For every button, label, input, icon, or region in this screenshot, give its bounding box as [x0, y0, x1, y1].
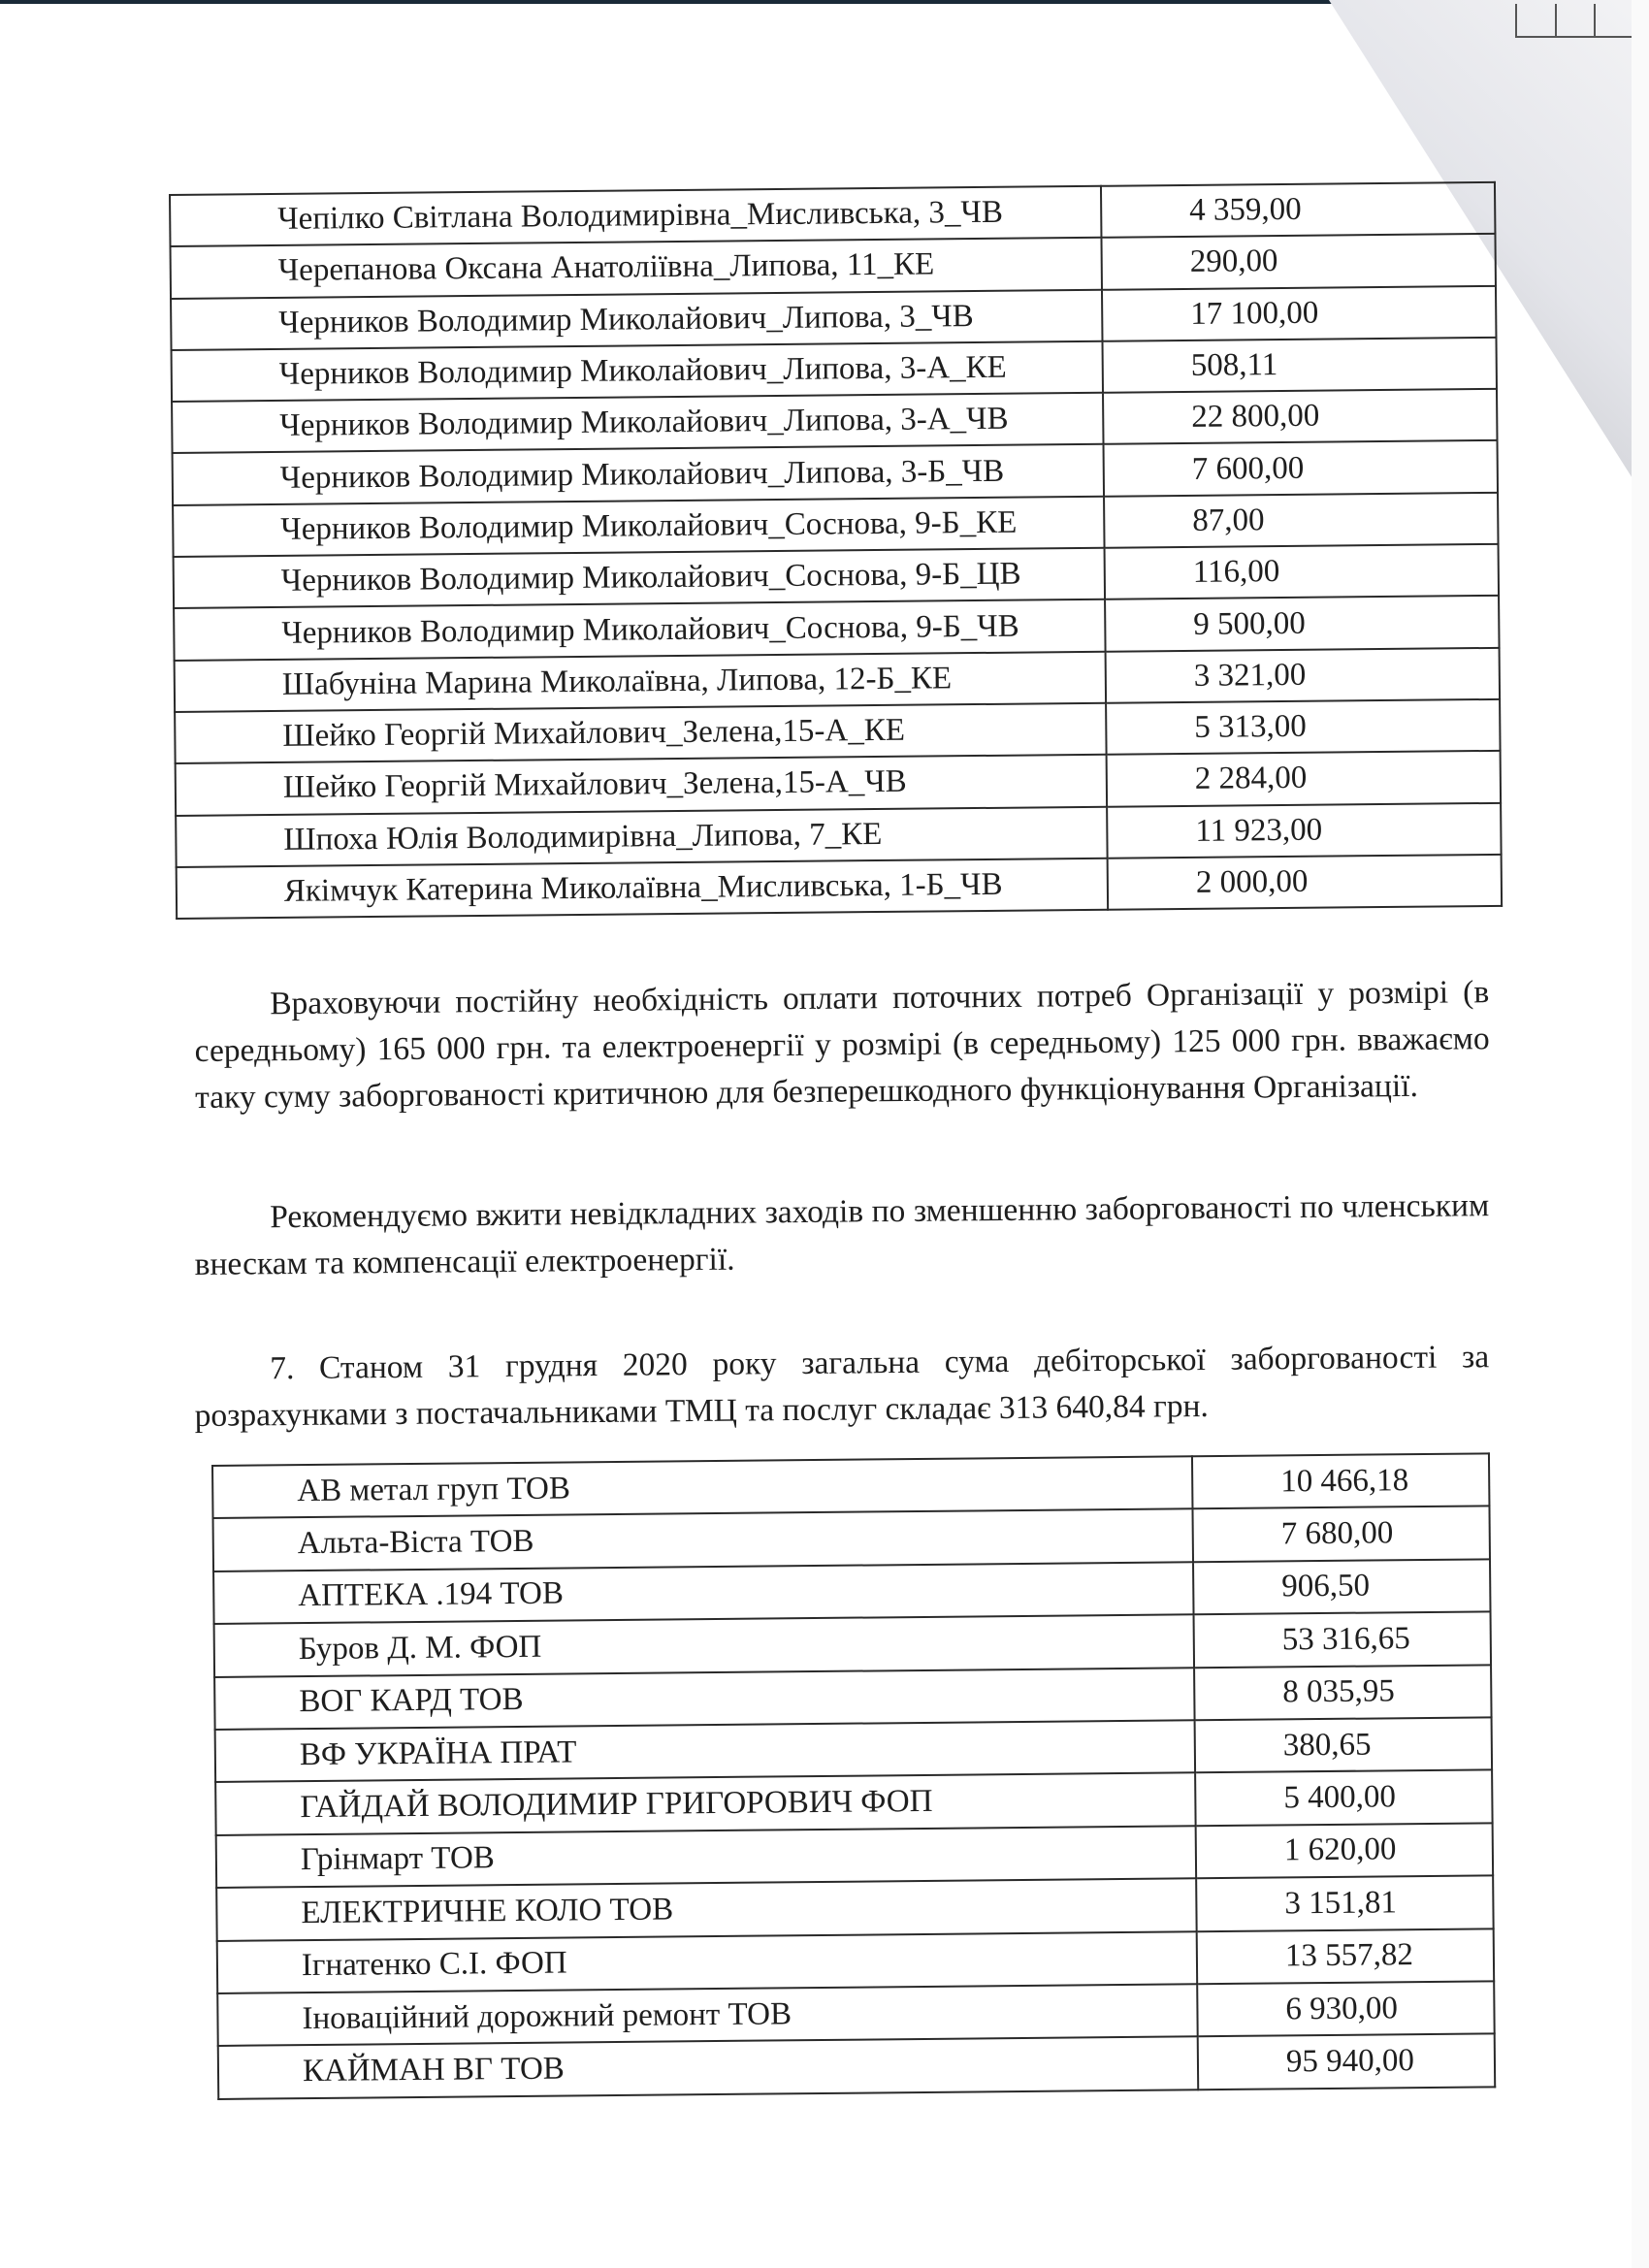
scan-right-edge: [1632, 0, 1649, 2268]
row-name-cell: КАЙМАН ВГ ТОВ: [218, 2037, 1198, 2099]
row-amount-cell: 22 800,00: [1103, 389, 1497, 444]
paragraph-suppliers-total: [194, 1334, 1490, 1440]
row-name-cell: Грінмарт ТОВ: [216, 1826, 1196, 1888]
row-amount-cell: 17 100,00: [1102, 285, 1496, 340]
row-name-cell: ЕЛЕКТРИЧНЕ КОЛО ТОВ: [216, 1878, 1196, 1940]
row-name-cell: Черников Володимир Миколайович_Соснова, 9-Б_КЕ: [173, 497, 1104, 558]
row-name-cell: АПТЕКА .194 ТОВ: [213, 1562, 1193, 1624]
row-amount-cell: 5 400,00: [1195, 1770, 1493, 1826]
paragraph-critical-debt: [194, 969, 1490, 1121]
row-name-cell: Якімчук Катерина Миколаївна_Мисливська, 1-Б_ЧВ: [177, 859, 1108, 920]
row-name-cell: Іноваційний дорожний ремонт ТОВ: [217, 1984, 1197, 2046]
row-amount-cell: 508,11: [1103, 338, 1497, 393]
row-amount-cell: 8 035,95: [1194, 1665, 1492, 1720]
table-row: [218, 2034, 1495, 2099]
row-name-cell: Альта-Віста ТОВ: [213, 1509, 1193, 1571]
paragraph-text: 7. Станом 31 грудня 2020 року загальна сума дебіторської заборгованості за розрахунками з постачальниками ТМЦ та послуг складає 313 640,84 грн.: [194, 1339, 1490, 1434]
row-amount-cell: 7 680,00: [1192, 1507, 1490, 1562]
row-amount-cell: 380,65: [1195, 1717, 1493, 1772]
row-name-cell: Шабуніна Марина Миколаївна, Липова, 12-Б_КЕ: [175, 651, 1106, 712]
row-amount-cell: 290,00: [1101, 234, 1495, 289]
row-name-cell: Черников Володимир Миколайович_Липова, 3-А_КЕ: [172, 341, 1103, 403]
page-stamp-box: [1515, 4, 1635, 38]
row-amount-cell: 3 321,00: [1106, 648, 1500, 703]
row-amount-cell: 2 284,00: [1107, 751, 1501, 806]
members-debt-table: [169, 181, 1503, 920]
row-name-cell: ВФ УКРАЇНА ПРАТ: [215, 1720, 1195, 1782]
row-name-cell: Шпоха Юлія Володимирівна_Липова, 7_КЕ: [176, 806, 1107, 867]
paragraph-text: Рекомендуємо вжити невідкладних заходів по зменшенню заборгованості по членським внескам та компенсації електроенергії.: [194, 1187, 1490, 1282]
suppliers-debt-table: [211, 1452, 1496, 2099]
row-name-cell: АВ метал груп ТОВ: [212, 1456, 1192, 1518]
row-amount-cell: 5 313,00: [1106, 699, 1500, 755]
row-name-cell: Черников Володимир Миколайович_Липова, 3-А_ЧВ: [172, 393, 1103, 454]
row-name-cell: Буров Д. М. ФОП: [214, 1614, 1194, 1676]
row-amount-cell: 6 930,00: [1197, 1981, 1495, 2036]
row-name-cell: Ігнатенко С.І. ФОП: [217, 1931, 1197, 1993]
row-amount-cell: 2 000,00: [1108, 855, 1502, 910]
row-amount-cell: 87,00: [1104, 493, 1498, 548]
paragraph-recommendation: [194, 1183, 1490, 1288]
row-amount-cell: 53 316,65: [1194, 1612, 1492, 1668]
row-amount-cell: 1 620,00: [1196, 1823, 1494, 1878]
paragraph-text: Враховуючи постійну необхідність оплати поточних потреб Організації у розмірі (в середньому) 165 000 грн. та електроенергії у розмірі (в середньому) 125 000 грн. вважаємо таку суму заборгованості критичною для безперешкодного функціонування Організації.: [194, 974, 1490, 1116]
row-amount-cell: 116,00: [1105, 544, 1499, 599]
row-name-cell: ВОГ КАРД ТОВ: [214, 1668, 1194, 1730]
row-amount-cell: 906,50: [1193, 1559, 1491, 1614]
row-amount-cell: 9 500,00: [1105, 596, 1499, 651]
row-name-cell: Черников Володимир Миколайович_Соснова, 9-Б_ЦВ: [174, 548, 1105, 609]
row-name-cell: Черников Володимир Миколайович_Липова, 3-Б_ЧВ: [173, 444, 1104, 505]
row-name-cell: Черепанова Оксана Анатоліївна_Липова, 11_КЕ: [171, 238, 1102, 299]
row-amount-cell: 10 466,18: [1192, 1453, 1490, 1508]
row-amount-cell: 7 600,00: [1104, 440, 1498, 496]
row-name-cell: Черников Володимир Миколайович_Соснова, 9-Б_ЧВ: [174, 599, 1105, 661]
row-name-cell: Шейко Георгій Михайлович_Зелена,15-А_ЧВ: [176, 755, 1107, 816]
row-name-cell: Чепілко Світлана Володимирівна_Мисливська, 3_ЧВ: [170, 186, 1101, 247]
row-amount-cell: 11 923,00: [1107, 802, 1501, 858]
row-amount-cell: 95 940,00: [1198, 2034, 1496, 2090]
row-amount-cell: 4 359,00: [1101, 182, 1495, 238]
row-name-cell: Черников Володимир Миколайович_Липова, 3_ЧВ: [171, 289, 1102, 350]
row-amount-cell: 13 557,82: [1197, 1928, 1495, 1984]
row-name-cell: Шейко Георгій Михайлович_Зелена,15-А_КЕ: [175, 703, 1106, 764]
row-amount-cell: 3 151,81: [1196, 1875, 1494, 1930]
row-name-cell: ГАЙДАЙ ВОЛОДИМИР ГРИГОРОВИЧ ФОП: [215, 1773, 1195, 1835]
